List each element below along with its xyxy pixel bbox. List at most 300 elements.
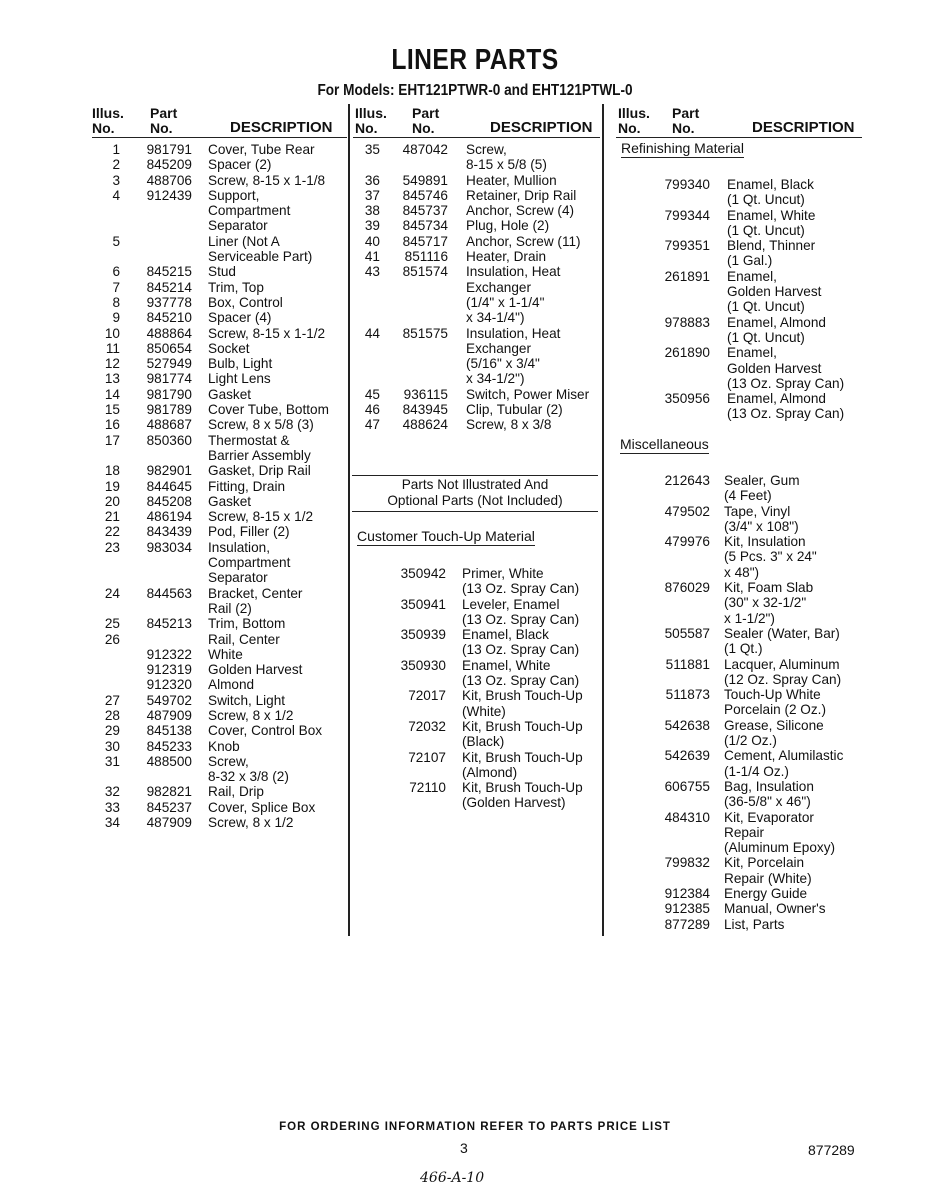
part-description: (13 Oz. Spray Can) bbox=[727, 406, 845, 422]
illus-number: 41 bbox=[364, 249, 380, 265]
part-description: Insulation, Heat bbox=[466, 325, 561, 341]
miscellaneous-list bbox=[606, 473, 866, 932]
part-description: Almond bbox=[208, 677, 255, 693]
part-description: Insulation, Heat bbox=[466, 264, 561, 280]
part-number: 937778 bbox=[146, 294, 192, 310]
parts-row bbox=[352, 218, 602, 233]
part-description: Kit, Brush Touch-Up bbox=[462, 688, 583, 704]
illus-number: 19 bbox=[104, 478, 120, 494]
part-description: Separator bbox=[208, 218, 268, 234]
illus-number: 38 bbox=[364, 203, 380, 219]
part-number: 912322 bbox=[146, 646, 192, 662]
part-description: (30" x 32-1/2" bbox=[724, 595, 807, 611]
part-description: Grease, Silicone bbox=[724, 717, 824, 733]
part-description: (3/4" x 108") bbox=[724, 518, 799, 534]
parts-row bbox=[352, 234, 602, 249]
part-description: Anchor, Screw (11) bbox=[466, 233, 581, 249]
part-number: 542639 bbox=[664, 748, 710, 764]
part-number: 484310 bbox=[664, 809, 710, 825]
parts-row bbox=[92, 524, 348, 539]
part-description: Enamel, bbox=[727, 345, 777, 361]
part-number: 549702 bbox=[146, 692, 192, 708]
part-number: 845237 bbox=[146, 799, 192, 815]
part-description: (5/16" x 3/4" bbox=[466, 356, 540, 372]
part-description: Enamel, White bbox=[462, 657, 551, 673]
illus-header-col1: Illus. No. bbox=[92, 105, 124, 136]
parts-row bbox=[92, 142, 348, 157]
column-divider-2 bbox=[602, 104, 604, 936]
part-description: Anchor, Screw (4) bbox=[466, 203, 575, 219]
part-number: 981791 bbox=[146, 142, 192, 157]
parts-row bbox=[606, 626, 866, 657]
part-number: 488864 bbox=[146, 325, 192, 341]
part-description: Screw, bbox=[466, 142, 507, 157]
part-description: Gasket bbox=[208, 386, 252, 402]
part-description: 8-32 x 3/8 (2) bbox=[208, 769, 289, 785]
part-number: 799351 bbox=[664, 238, 710, 254]
part-number: 486194 bbox=[146, 509, 192, 525]
parts-row bbox=[92, 723, 348, 738]
description-header-col2: DESCRIPTION bbox=[490, 119, 593, 136]
part-description: Fitting, Drain bbox=[208, 478, 286, 494]
illus-number: 7 bbox=[112, 279, 120, 295]
parts-row bbox=[92, 815, 348, 830]
parts-row bbox=[606, 779, 866, 810]
part-description: Kit, Brush Touch-Up bbox=[462, 718, 583, 734]
parts-row bbox=[92, 417, 348, 432]
part-description: Enamel, White bbox=[727, 207, 816, 223]
parts-row bbox=[92, 295, 348, 310]
part-number: 487909 bbox=[146, 707, 192, 723]
part-description: Cover, Splice Box bbox=[208, 799, 316, 815]
parts-row bbox=[606, 810, 866, 856]
part-description: (36-5/8" x 46") bbox=[724, 794, 811, 810]
illus-number: 25 bbox=[104, 616, 120, 632]
part-number: 845734 bbox=[402, 218, 448, 234]
illus-number: 45 bbox=[364, 386, 380, 402]
part-description: Rail, Center bbox=[208, 631, 280, 647]
illus-number: 17 bbox=[104, 432, 120, 448]
illus-number: 37 bbox=[364, 187, 380, 203]
part-description: Enamel, Black bbox=[727, 177, 814, 192]
illus-number: 24 bbox=[104, 585, 120, 601]
part-description: List, Parts bbox=[724, 916, 785, 932]
part-description: Serviceable Part) bbox=[208, 249, 313, 265]
part-number: 479502 bbox=[664, 503, 710, 519]
illus-number: 18 bbox=[104, 463, 120, 479]
part-description: Heater, Mullion bbox=[466, 172, 557, 188]
part-description: Exchanger bbox=[466, 279, 531, 295]
part-number: 487042 bbox=[402, 142, 448, 157]
illus-number: 44 bbox=[364, 325, 380, 341]
part-number: 488687 bbox=[146, 417, 192, 433]
parts-row bbox=[606, 534, 866, 580]
part-number: 845210 bbox=[146, 310, 192, 326]
part-description: Compartment bbox=[208, 203, 291, 219]
parts-row bbox=[352, 417, 602, 432]
part-number: 72110 bbox=[409, 780, 446, 796]
part-description: (1 Gal.) bbox=[727, 253, 773, 269]
part-description: (1 Qt. Uncut) bbox=[727, 299, 805, 315]
box-rule-bottom bbox=[352, 511, 598, 512]
part-description: (5 Pcs. 3" x 24" bbox=[724, 549, 817, 565]
part-description: Cover, Control Box bbox=[208, 723, 323, 739]
part-description: Exchanger bbox=[466, 340, 531, 356]
part-number: 511873 bbox=[665, 687, 710, 703]
part-description: Socket bbox=[208, 340, 250, 356]
parts-row bbox=[92, 463, 348, 478]
illus-number: 6 bbox=[112, 264, 120, 280]
part-header-col1: Part No. bbox=[150, 105, 178, 136]
part-description: White bbox=[208, 646, 243, 662]
parts-row bbox=[92, 632, 348, 647]
parts-row bbox=[606, 687, 866, 718]
illus-number: 14 bbox=[104, 386, 120, 402]
header-rule-col1 bbox=[92, 137, 347, 138]
parts-row bbox=[92, 341, 348, 356]
part-description: (13 Oz. Spray Can) bbox=[462, 642, 580, 658]
parts-row bbox=[92, 402, 348, 417]
parts-row bbox=[606, 238, 866, 269]
part-description: Energy Guide bbox=[724, 886, 808, 902]
illus-number: 36 bbox=[364, 172, 380, 188]
part-description: Retainer, Drip Rail bbox=[466, 187, 577, 203]
part-description: Switch, Light bbox=[208, 692, 286, 708]
parts-row bbox=[92, 173, 348, 188]
touchup-list bbox=[352, 566, 602, 811]
part-number: 978883 bbox=[664, 314, 710, 330]
refinishing-heading: Refinishing Material bbox=[621, 140, 744, 156]
parts-row bbox=[352, 780, 602, 811]
illus-number: 39 bbox=[364, 218, 380, 234]
illus-number: 2 bbox=[112, 157, 120, 173]
illus-number: 40 bbox=[364, 233, 380, 249]
part-description: Trim, Top bbox=[208, 279, 264, 295]
part-number: 983034 bbox=[146, 539, 192, 555]
part-number: 72032 bbox=[408, 718, 446, 734]
part-description: Switch, Power Miser bbox=[466, 386, 590, 402]
part-description: (1 Qt. Uncut) bbox=[727, 329, 805, 345]
part-number: 479976 bbox=[664, 534, 710, 550]
parts-row bbox=[92, 784, 348, 799]
part-description: Liner (Not A bbox=[208, 233, 280, 249]
illus-number: 22 bbox=[104, 524, 120, 540]
illus-number: 20 bbox=[104, 493, 120, 509]
illus-number: 23 bbox=[104, 539, 120, 555]
part-description: Gasket, Drip Rail bbox=[208, 463, 311, 479]
parts-row bbox=[606, 748, 866, 779]
part-number: 212643 bbox=[664, 473, 710, 488]
illus-number: 16 bbox=[104, 417, 120, 433]
parts-row bbox=[92, 509, 348, 524]
part-number: 912320 bbox=[146, 677, 192, 693]
part-description: Screw, 8 x 5/8 (3) bbox=[208, 417, 314, 433]
illus-header-col3: Illus. No. bbox=[618, 105, 650, 136]
part-number: 877289 bbox=[664, 916, 710, 932]
part-number: 876029 bbox=[664, 580, 710, 596]
parts-row bbox=[92, 662, 348, 677]
page-title: LINER PARTS bbox=[391, 44, 559, 76]
part-description: (1 Qt. Uncut) bbox=[727, 192, 805, 208]
part-description: Sealer, Gum bbox=[724, 473, 800, 488]
part-description: (Golden Harvest) bbox=[462, 795, 566, 811]
parts-row bbox=[92, 540, 348, 586]
part-description: (1/2 Oz.) bbox=[724, 733, 777, 749]
part-description: Screw, 8-15 x 1-1/8 bbox=[208, 172, 326, 188]
models-subtitle: For Models: EHT121PTWR-0 and EHT121PTWL-0 bbox=[317, 82, 633, 99]
parts-row bbox=[92, 754, 348, 785]
handwritten-note: 466-A-10 bbox=[420, 1170, 485, 1186]
part-description: x 34-1/2") bbox=[466, 371, 525, 387]
parts-list-col2 bbox=[352, 142, 602, 433]
part-number: 488706 bbox=[146, 172, 192, 188]
illus-number: 33 bbox=[104, 799, 120, 815]
part-description: Cover Tube, Bottom bbox=[208, 402, 329, 418]
part-description: Enamel, Almond bbox=[727, 314, 826, 330]
part-description: Enamel, bbox=[727, 268, 777, 284]
illus-number: 34 bbox=[104, 815, 120, 831]
part-description: Kit, Brush Touch-Up bbox=[462, 780, 583, 796]
part-description: Separator bbox=[208, 570, 268, 586]
illus-number: 46 bbox=[364, 402, 380, 418]
part-number: 981790 bbox=[146, 386, 192, 402]
part-description: Kit, Brush Touch-Up bbox=[462, 749, 583, 765]
part-number: 912384 bbox=[664, 886, 710, 902]
part-number: 845214 bbox=[146, 279, 192, 295]
parts-row bbox=[606, 315, 866, 346]
parts-row bbox=[92, 616, 348, 631]
parts-row bbox=[606, 391, 866, 422]
illus-number: 12 bbox=[104, 356, 120, 372]
part-number: 350939 bbox=[400, 627, 446, 643]
part-number: 527949 bbox=[146, 356, 192, 372]
part-description: Bulb, Light bbox=[208, 356, 273, 372]
part-number: 981789 bbox=[146, 402, 192, 418]
part-description: Cover, Tube Rear bbox=[208, 142, 315, 157]
part-number: 606755 bbox=[664, 778, 710, 794]
parts-row bbox=[606, 269, 866, 315]
parts-row bbox=[606, 917, 866, 932]
illus-number: 21 bbox=[104, 509, 120, 525]
parts-row bbox=[92, 310, 348, 325]
parts-row bbox=[352, 597, 602, 628]
part-number: 982901 bbox=[146, 463, 192, 479]
parts-row bbox=[92, 494, 348, 509]
part-number: 845138 bbox=[146, 723, 192, 739]
parts-list-col1 bbox=[92, 142, 348, 830]
part-description: (13 Oz. Spray Can) bbox=[462, 673, 580, 689]
part-description: Golden Harvest bbox=[727, 360, 822, 376]
part-description: (1-1/4 Oz.) bbox=[724, 763, 789, 779]
part-number: 844645 bbox=[146, 478, 192, 494]
part-description: Plug, Hole (2) bbox=[466, 218, 550, 234]
part-description: (Aluminum Epoxy) bbox=[724, 840, 836, 856]
parts-row bbox=[92, 234, 348, 265]
part-description: Cement, Alumilastic bbox=[724, 748, 844, 764]
part-number: 350941 bbox=[400, 596, 446, 612]
part-description: Thermostat & bbox=[208, 432, 290, 448]
part-description: Rail (2) bbox=[208, 600, 252, 616]
parts-row bbox=[92, 280, 348, 295]
illus-number: 27 bbox=[104, 692, 120, 708]
parts-row bbox=[606, 208, 866, 239]
illus-number: 28 bbox=[104, 707, 120, 723]
parts-row bbox=[352, 387, 602, 402]
part-description: Box, Control bbox=[208, 294, 283, 310]
illus-number: 10 bbox=[104, 325, 120, 341]
part-number: 845213 bbox=[146, 616, 192, 632]
illus-number: 13 bbox=[104, 371, 120, 387]
part-number: 487909 bbox=[146, 815, 192, 831]
part-number: 845208 bbox=[146, 493, 192, 509]
part-description: Screw, 8 x 1/2 bbox=[208, 815, 294, 831]
illus-number: 29 bbox=[104, 723, 120, 739]
part-number: 549891 bbox=[402, 172, 448, 188]
part-number: 982821 bbox=[146, 784, 192, 800]
part-description: Screw, 8-15 x 1-1/2 bbox=[208, 325, 326, 341]
parts-row bbox=[92, 387, 348, 402]
part-description: Kit, Insulation bbox=[724, 534, 806, 550]
part-number: 912385 bbox=[664, 901, 710, 917]
parts-row bbox=[352, 173, 602, 188]
parts-row bbox=[352, 750, 602, 781]
column-divider-1 bbox=[348, 104, 350, 936]
part-number: 843945 bbox=[402, 402, 448, 418]
part-description: (White) bbox=[462, 703, 506, 719]
part-number: 488500 bbox=[146, 753, 192, 769]
part-header-col2: Part No. bbox=[412, 105, 440, 136]
part-description: (1 Qt. Uncut) bbox=[727, 222, 805, 238]
part-description: (Almond) bbox=[462, 764, 518, 780]
part-number: 851575 bbox=[402, 325, 448, 341]
header-rule-col2 bbox=[353, 137, 600, 138]
description-header-col1: DESCRIPTION bbox=[230, 119, 333, 136]
part-description: Spacer (4) bbox=[208, 310, 272, 326]
parts-row bbox=[352, 188, 602, 203]
illus-number: 5 bbox=[112, 233, 120, 249]
parts-row bbox=[606, 855, 866, 886]
parts-row bbox=[352, 627, 602, 658]
part-number: 799832 bbox=[664, 855, 710, 871]
part-description: Rail, Drip bbox=[208, 784, 264, 800]
parts-row bbox=[92, 264, 348, 279]
part-description: Kit, Evaporator bbox=[724, 809, 814, 825]
part-description: Golden Harvest bbox=[727, 284, 822, 300]
part-description: Enamel, Black bbox=[462, 627, 549, 643]
parts-row bbox=[606, 177, 866, 208]
part-description: Trim, Bottom bbox=[208, 616, 286, 632]
part-number: 851574 bbox=[402, 264, 448, 280]
part-description: (Black) bbox=[462, 734, 505, 750]
part-description: Barrier Assembly bbox=[208, 447, 311, 463]
part-number: 261891 bbox=[664, 268, 710, 284]
part-number: 912319 bbox=[146, 662, 192, 678]
parts-row bbox=[352, 402, 602, 417]
parts-row bbox=[606, 345, 866, 391]
part-number: 542638 bbox=[664, 717, 710, 733]
part-description: Blend, Thinner bbox=[727, 238, 816, 254]
part-description: Stud bbox=[208, 264, 236, 280]
parts-row bbox=[352, 326, 602, 387]
part-number: 850360 bbox=[146, 432, 192, 448]
illus-number: 31 bbox=[104, 753, 120, 769]
part-description: Porcelain (2 Oz.) bbox=[724, 702, 826, 718]
part-description: Touch-Up White bbox=[724, 687, 821, 703]
parts-row bbox=[92, 157, 348, 172]
part-number: 350956 bbox=[664, 391, 710, 407]
part-description: 8-15 x 5/8 (5) bbox=[466, 157, 547, 173]
part-description: Sealer (Water, Bar) bbox=[724, 625, 840, 641]
parts-row bbox=[606, 718, 866, 749]
parts-row bbox=[606, 473, 866, 504]
parts-row bbox=[352, 688, 602, 719]
part-description: x 34-1/4") bbox=[466, 310, 525, 326]
parts-row bbox=[92, 800, 348, 815]
parts-row bbox=[92, 647, 348, 662]
illus-number: 32 bbox=[104, 784, 120, 800]
illus-number: 43 bbox=[364, 264, 380, 280]
parts-row bbox=[606, 657, 866, 688]
part-description: Manual, Owner's bbox=[724, 901, 826, 917]
ordering-note: FOR ORDERING INFORMATION REFER TO PARTS PRICE LIST bbox=[279, 1121, 671, 1133]
part-description: Support, bbox=[208, 187, 260, 203]
part-number: 72107 bbox=[408, 749, 446, 765]
miscellaneous-heading: Miscellaneous bbox=[620, 436, 709, 452]
part-description: Knob bbox=[208, 738, 240, 754]
parts-row bbox=[606, 886, 866, 901]
part-number: 936115 bbox=[403, 386, 448, 402]
illus-number: 26 bbox=[104, 631, 120, 647]
part-description: (1 Qt.) bbox=[724, 641, 763, 657]
part-description: Screw, 8 x 3/8 bbox=[466, 417, 552, 433]
part-description: Gasket bbox=[208, 493, 252, 509]
parts-row bbox=[92, 677, 348, 692]
part-description: Heater, Drain bbox=[466, 249, 547, 265]
illus-number: 3 bbox=[112, 172, 120, 188]
part-description: Screw, 8-15 x 1/2 bbox=[208, 509, 314, 525]
part-number: 511881 bbox=[665, 656, 710, 672]
document-number: 877289 bbox=[808, 1142, 855, 1158]
illus-number: 47 bbox=[364, 417, 380, 433]
part-description: Light Lens bbox=[208, 371, 271, 387]
part-number: 844563 bbox=[146, 585, 192, 601]
part-description: (13 Oz. Spray Can) bbox=[462, 611, 580, 627]
box-rule-top bbox=[352, 475, 598, 476]
parts-row bbox=[92, 479, 348, 494]
part-description: x 48") bbox=[724, 564, 760, 580]
part-description: Enamel, Almond bbox=[727, 391, 826, 407]
part-number: 845209 bbox=[146, 157, 192, 173]
part-number: 845215 bbox=[146, 264, 192, 280]
part-description: Insulation, bbox=[208, 539, 270, 555]
illus-number: 15 bbox=[104, 402, 120, 418]
not-illustrated-note: Parts Not Illustrated And Optional Parts (Not Included) bbox=[387, 477, 563, 508]
parts-row bbox=[92, 326, 348, 341]
parts-row bbox=[352, 264, 602, 325]
illus-number: 35 bbox=[364, 142, 380, 157]
part-number: 851116 bbox=[404, 249, 448, 265]
part-number: 799344 bbox=[664, 207, 710, 223]
parts-row bbox=[352, 249, 602, 264]
header-rule-col3 bbox=[616, 137, 862, 138]
part-description: Tape, Vinyl bbox=[724, 503, 791, 519]
part-description: (13 Oz. Spray Can) bbox=[727, 375, 845, 391]
parts-row bbox=[606, 901, 866, 916]
part-description: Golden Harvest bbox=[208, 662, 303, 678]
part-description: Compartment bbox=[208, 555, 291, 571]
part-number: 505587 bbox=[664, 625, 710, 641]
part-number: 799340 bbox=[664, 177, 710, 192]
